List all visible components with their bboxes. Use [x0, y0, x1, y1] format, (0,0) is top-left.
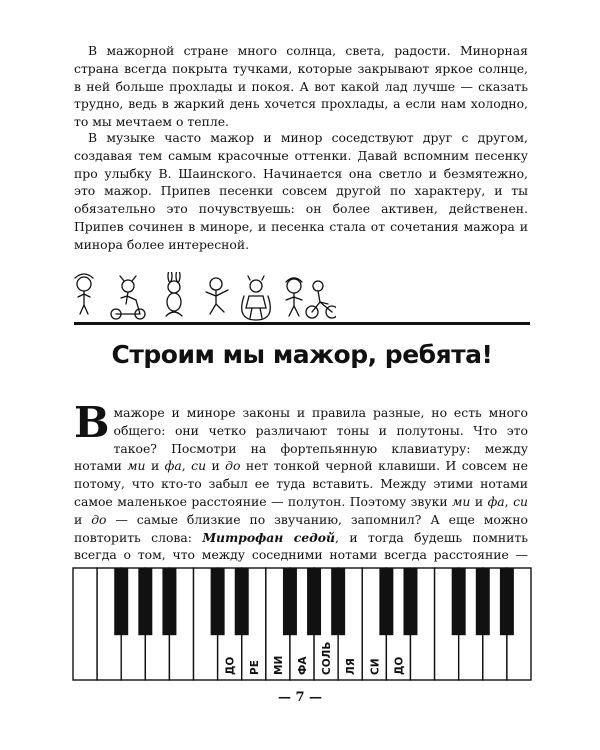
child-figure-1-icon [75, 274, 93, 314]
piano-keyboard [72, 567, 532, 681]
piano-black-key [379, 568, 393, 635]
piano-black-key [307, 568, 321, 635]
paragraph-major-country: В мажорной стране много солнца, света, радости. Минорная страна всегда покрыта тучками, которые закрывают яркое солнце, в ней больше прохлады и покоя. А вот какой лад лучше — сказать трудно, ведь в жаркий день хочется прохлады, а если нам холодно, то мы мечтаем о тепле. [74, 43, 528, 130]
piano-key-label: РЕ [248, 660, 261, 675]
piano-key-label: СИ [369, 658, 382, 675]
paragraph-tones-semitones: В мажоре и миноре законы и правила разные, но есть много общего: они четко различают тоны и полутоны. Что это такое? Посмотри на фортепьянную клавиатуру: между нотами ми и фа, си и до нет тонкой черной клавиши. И совсем не потому, что кто-то забыл ее туда вставить. Между этими нотами самое маленькое расстояние — полутон. Поэтому звуки ми и фа, си и до — самые близкие по звучанию, запомнил? А еще можно повторить слова: Митрофан седой, и тогда будешь помнить всегда о том, что между соседними нотами всегда расстояние — [74, 398, 529, 563]
piano-key-label: СОЛЬ [321, 641, 334, 675]
section-heading: Строим мы мажор, ребята! [111, 340, 493, 369]
child-figure-5-icon [242, 276, 271, 320]
piano-black-key [331, 568, 345, 635]
piano-black-key [283, 568, 297, 635]
child-figure-2-icon [111, 276, 145, 319]
piano-black-key [500, 568, 514, 635]
piano-black-key [403, 568, 417, 635]
child-figure-6-icon [286, 278, 302, 316]
piano-black-key [114, 568, 128, 635]
piano-key-label: ДО [224, 656, 237, 675]
mnemonic-word-1: Митрофан [202, 529, 284, 545]
piano-black-key [452, 568, 466, 635]
piano-key-label: ДО [393, 656, 406, 675]
piano-black-key [235, 568, 249, 635]
piano-black-key [162, 568, 176, 635]
piano-key-label: ФА [297, 656, 309, 675]
piano-key-label: ЛЯ [345, 658, 358, 675]
piano-black-key [211, 568, 225, 635]
drop-cap: В [74, 398, 110, 447]
piano-black-key [138, 568, 152, 635]
child-figure-4-icon [206, 278, 228, 314]
page-number: — 7 — [277, 690, 323, 705]
piano-white-key [73, 568, 97, 680]
piano-key-label: МИ [272, 655, 285, 675]
paragraph-major-minor-song: В музыке часто мажор и минор соседствуют друг с другом, создавая тем самым красочные оттенки. Давай вспомним песенку про улыбку В. Шаинского. Начинается она светло и безмятежно, это мажор. Припев песенки совсем другой по характеру, и ты обязательно это почувствуешь: он более активен, действенен. Припев сочинен в миноре, и песенка стала от сочетания мажора и минора более интересной. [74, 130, 528, 252]
piano-black-key [476, 568, 490, 635]
child-figure-3-icon [166, 272, 182, 316]
mnemonic-word-2: седой [293, 529, 336, 545]
section-divider [74, 322, 530, 325]
child-figure-7-icon [306, 281, 336, 318]
children-illustration [66, 272, 336, 322]
